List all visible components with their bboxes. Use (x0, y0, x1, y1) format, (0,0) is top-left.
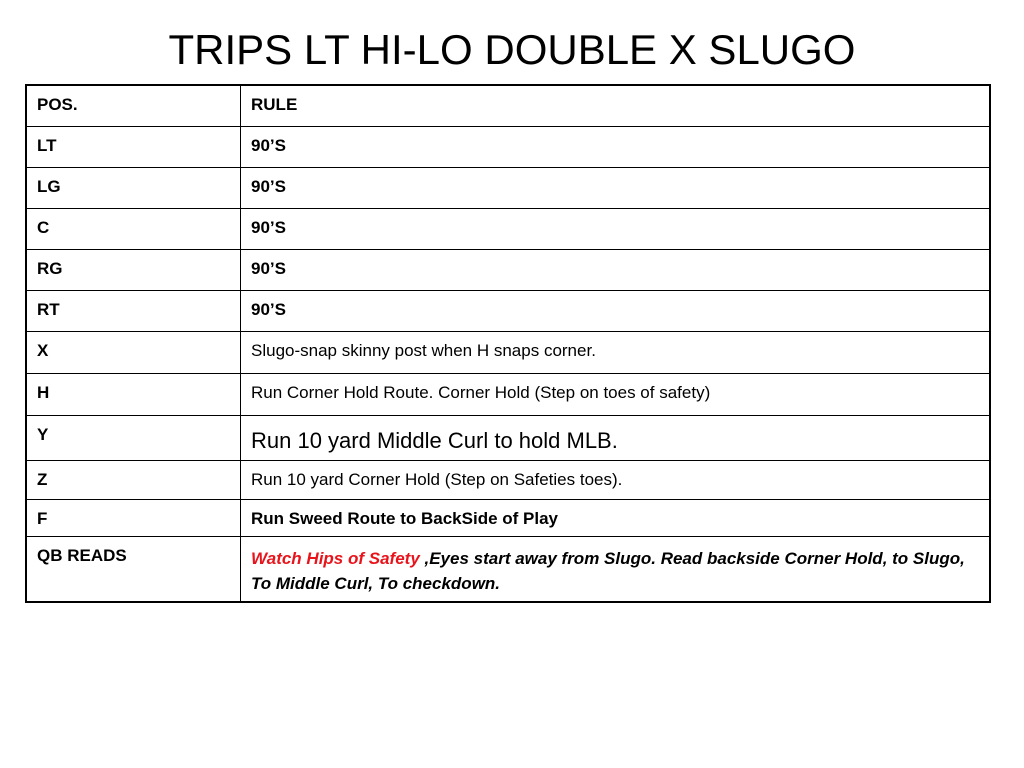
qb-reads-rule (241, 536, 991, 602)
slide-title: TRIPS LT HI-LO DOUBLE X SLUGO (168, 26, 856, 73)
row-pos: RG (26, 249, 241, 290)
table-row (26, 331, 990, 373)
row-pos: LG (26, 167, 241, 208)
row-rule: Run Sweed Route to BackSide of Play (241, 499, 991, 536)
row-rule: 90’S (241, 249, 991, 290)
row-pos: Z (26, 460, 241, 499)
table-row (26, 249, 990, 290)
qb-highlight-text: Watch Hips of Safety (251, 548, 425, 568)
play-rules-table (25, 84, 991, 603)
row-pos: C (26, 208, 241, 249)
table-row (26, 499, 990, 536)
table-row (26, 208, 990, 249)
table-header-row (26, 85, 990, 126)
table-row (26, 373, 990, 415)
row-pos: Y (26, 415, 241, 460)
row-rule: 90’S (241, 290, 991, 331)
row-pos: RT (26, 290, 241, 331)
row-rule: 90’S (241, 126, 991, 167)
row-rule: Run 10 yard Middle Curl to hold MLB. (241, 415, 991, 460)
table-row (26, 415, 990, 460)
table-row (26, 126, 990, 167)
header-pos: POS. (26, 85, 241, 126)
table-row (26, 167, 990, 208)
row-rule: Run 10 yard Corner Hold (Step on Safeties toes). (241, 460, 991, 499)
qb-rest-text: ,Eyes start away from Slugo. Read backside Corner Hold, to Slugo, To Middle Curl, To checkdown. (251, 548, 965, 593)
row-rule: Slugo-snap skinny post when H snaps corner. (241, 331, 991, 373)
row-pos: X (26, 331, 241, 373)
table-row (26, 460, 990, 499)
row-pos: H (26, 373, 241, 415)
table-row (26, 290, 990, 331)
row-pos: LT (26, 126, 241, 167)
header-rule: RULE (241, 85, 991, 126)
row-rule: Run Corner Hold Route. Corner Hold (Step on toes of safety) (241, 373, 991, 415)
table-row-qb-reads (26, 536, 990, 602)
row-rule: 90’S (241, 167, 991, 208)
row-pos: F (26, 499, 241, 536)
row-pos: QB READS (26, 536, 241, 602)
row-rule: 90’S (241, 208, 991, 249)
